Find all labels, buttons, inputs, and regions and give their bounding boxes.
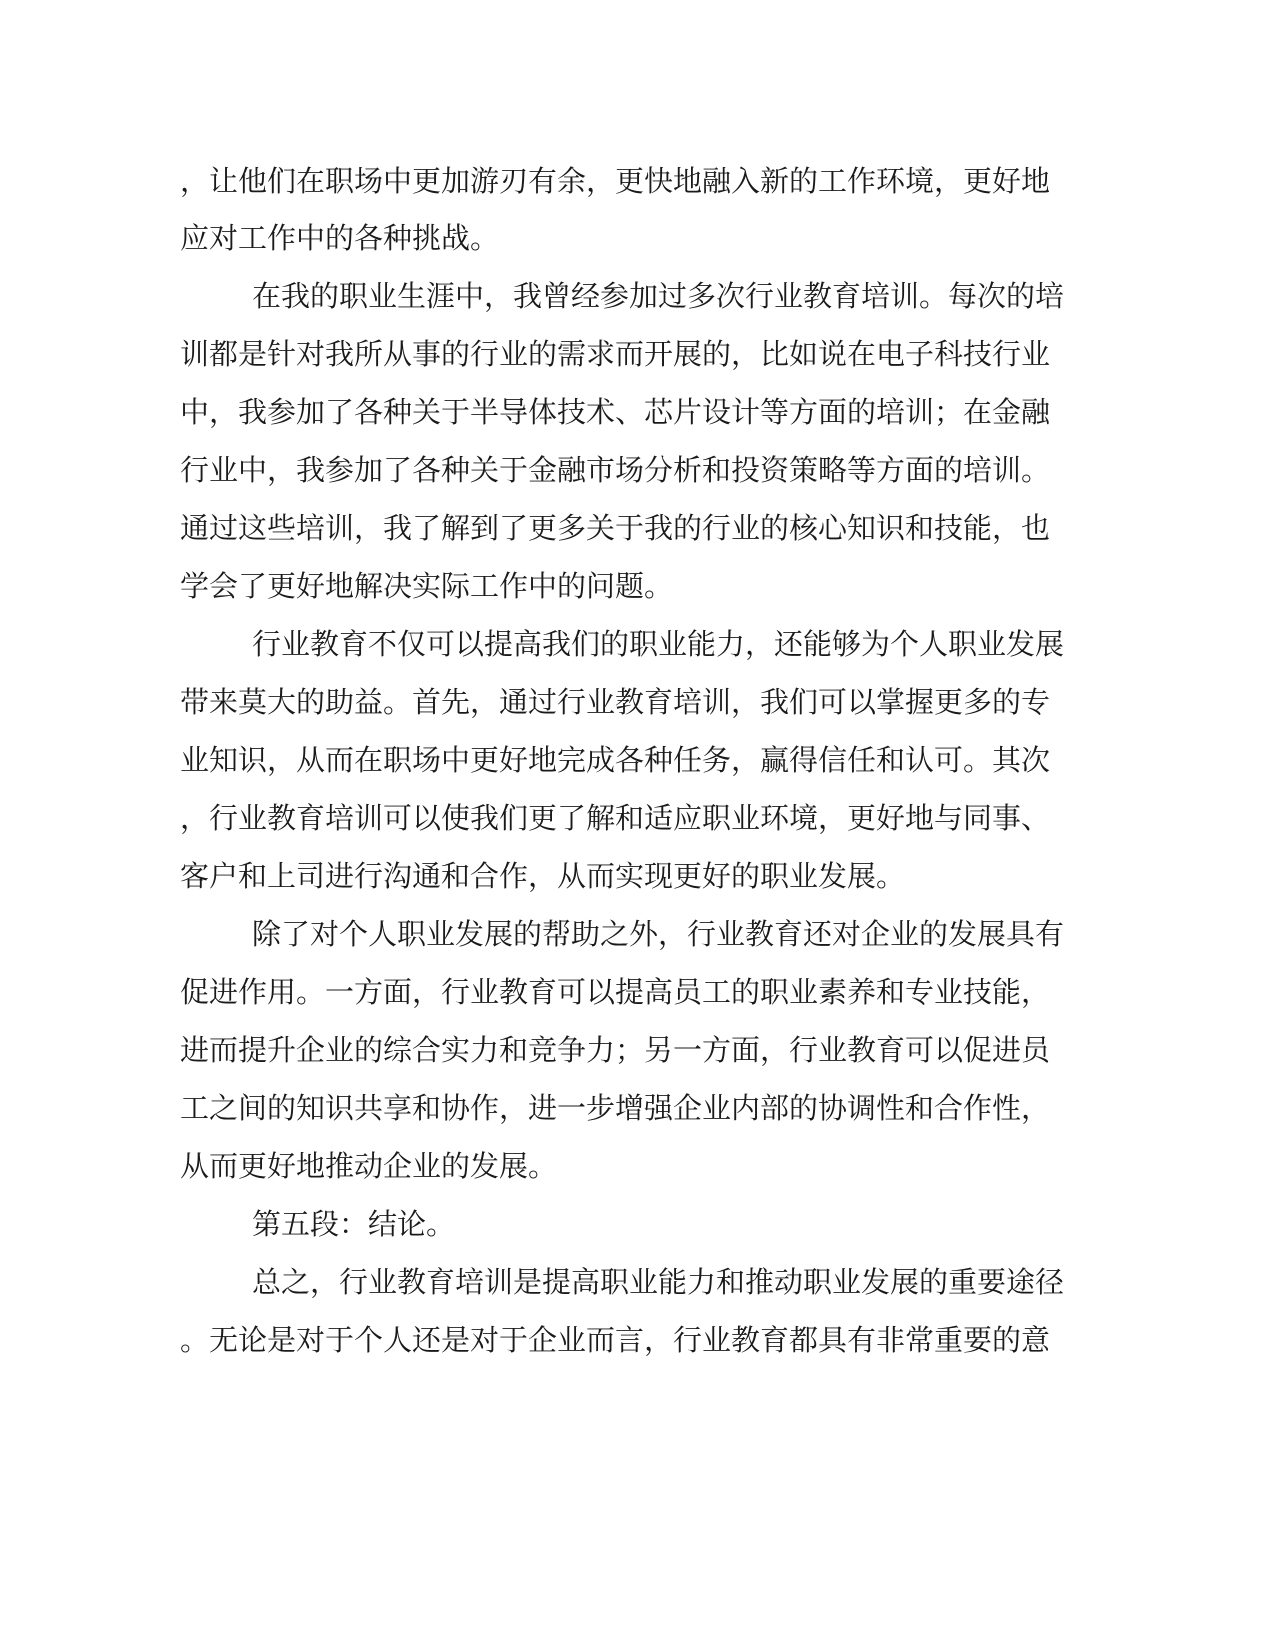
text-line: 带来莫大的助益。首先，通过行业教育培训，我们可以掌握更多的专 bbox=[180, 685, 1051, 719]
text-line: 应对工作中的各种挑战。 bbox=[180, 221, 500, 255]
paragraph-first-line: 总之，行业教育培训是提高职业能力和推动职业发展的重要途径 bbox=[252, 1265, 1065, 1299]
text-line: 进而提升企业的综合实力和竞争力；另一方面，行业教育可以促进员 bbox=[180, 1033, 1051, 1067]
text-line: 客户和上司进行沟通和合作，从而实现更好的职业发展。 bbox=[180, 859, 906, 893]
text-line: 中，我参加了各种关于半导体技术、芯片设计等方面的培训；在金融 bbox=[180, 395, 1051, 429]
text-line: 促进作用。一方面，行业教育可以提高员工的职业素养和专业技能， bbox=[180, 975, 1051, 1009]
text-line: 训都是针对我所从事的行业的需求而开展的，比如说在电子科技行业 bbox=[180, 337, 1051, 371]
paragraph-first-line: 行业教育不仅可以提高我们的职业能力，还能够为个人职业发展 bbox=[252, 627, 1065, 661]
text-line: 业知识，从而在职场中更好地完成各种任务，赢得信任和认可。其次 bbox=[180, 743, 1051, 777]
text-line: 工之间的知识共享和协作，进一步增强企业内部的协调性和合作性， bbox=[180, 1091, 1051, 1125]
text-line: 学会了更好地解决实际工作中的问题。 bbox=[180, 569, 674, 603]
text-line: ，行业教育培训可以使我们更了解和适应职业环境，更好地与同事、 bbox=[180, 801, 1051, 835]
text-line: 。无论是对于个人还是对于企业而言，行业教育都具有非常重要的意 bbox=[180, 1323, 1051, 1357]
text-line: 从而更好地推动企业的发展。 bbox=[180, 1149, 558, 1183]
text-line: ，让他们在职场中更加游刃有余，更快地融入新的工作环境，更好地 bbox=[180, 164, 1051, 198]
paragraph-first-line: 除了对个人职业发展的帮助之外，行业教育还对企业的发展具有 bbox=[252, 917, 1065, 951]
text-line: 行业中，我参加了各种关于金融市场分析和投资策略等方面的培训。 bbox=[180, 453, 1051, 487]
text-line: 通过这些培训，我了解到了更多关于我的行业的核心知识和技能，也 bbox=[180, 511, 1051, 545]
paragraph-first-line: 在我的职业生涯中，我曾经参加过多次行业教育培训。每次的培 bbox=[252, 279, 1065, 313]
section-heading: 第五段：结论。 bbox=[252, 1207, 456, 1241]
